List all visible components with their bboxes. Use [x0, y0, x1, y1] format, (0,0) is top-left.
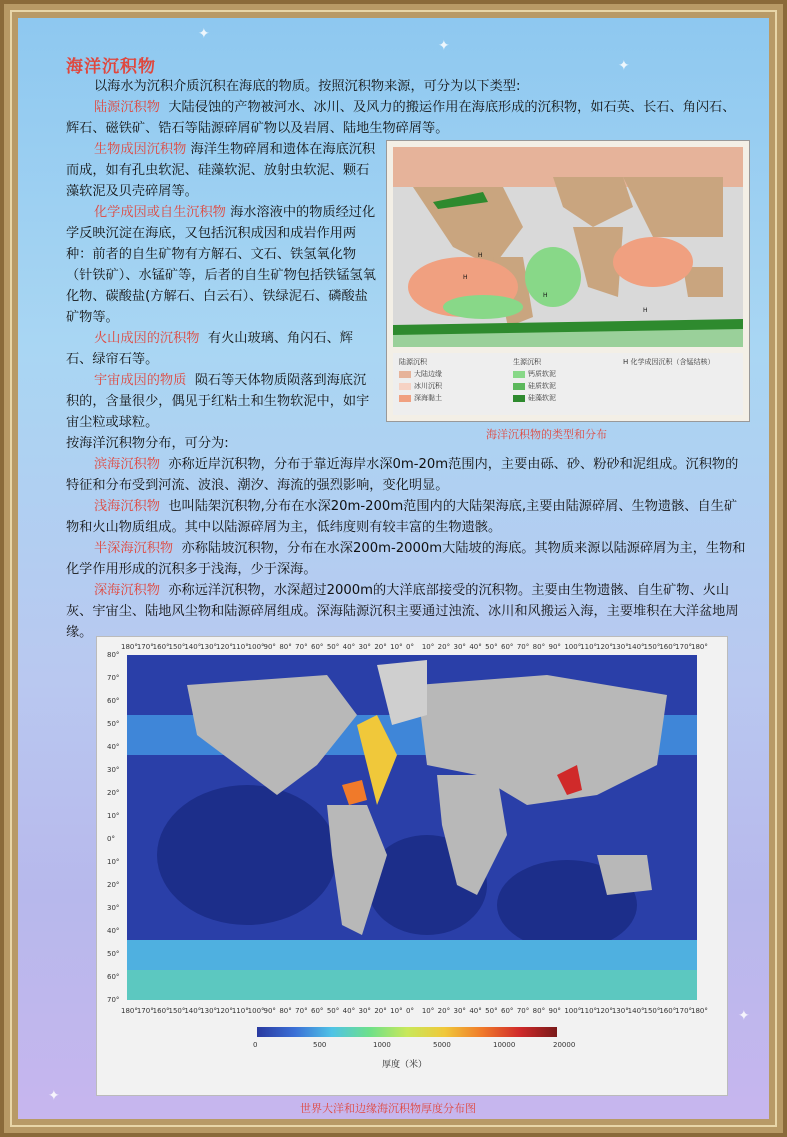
longitude-tick: 30° [358, 1007, 371, 1015]
longitude-tick: 110° [580, 643, 598, 651]
longitude-tick: 20° [437, 643, 451, 651]
longitude-tick: 170° [675, 643, 693, 651]
source-type-name: 宇宙成因的物质 [94, 373, 187, 388]
svg-text:H: H [478, 252, 483, 259]
dist-type-littoral [66, 454, 748, 496]
latitude-tick: 70° [107, 996, 120, 1004]
intro-paragraph [66, 76, 746, 97]
scale-tick: 1000 [373, 1041, 391, 1049]
longitude-tick: 10° [390, 1007, 403, 1015]
latitude-tick: 60° [107, 697, 120, 705]
source-type-name: 火山成因的沉积物 [94, 331, 200, 346]
legend-header: 陆源沉积 [399, 358, 427, 366]
longitude-tick: 120° [216, 643, 233, 651]
longitude-tick: 110° [231, 643, 249, 651]
longitude-tick: 70° [516, 1007, 530, 1015]
source-type-text: 大陆侵蚀的产物被河水、冰川、及风力的搬运作用在海底形成的沉积物，如石英、长石、角闪石、辉石、磁铁矿、锆石等陆源碎屑矿物以及岩屑、陆地生物碎屑等。 [66, 100, 736, 136]
longitude-tick: 140° [184, 1007, 202, 1015]
legend-item: 深海黏土 [399, 393, 442, 403]
longitude-tick: 130° [200, 1007, 218, 1015]
scale-tick: 0 [253, 1041, 258, 1049]
scale-tick: 20000 [553, 1041, 576, 1049]
poster-background [18, 18, 769, 1119]
longitude-tick: 0° [406, 643, 414, 651]
sparkle-icon: ✦ [198, 26, 210, 42]
sediment-map-legend [393, 353, 743, 415]
longitude-tick: 180° [691, 643, 708, 651]
source-type-name: 化学成因或自生沉积物 [94, 205, 226, 220]
longitude-tick: 100° [247, 643, 265, 651]
longitude-tick: 40° [342, 643, 356, 651]
legend-item: 硅质软泥 [513, 381, 556, 391]
legend-item: 冰川沉积 [399, 381, 442, 391]
scale-tick: 10000 [493, 1041, 516, 1049]
source-type-cosmic [66, 370, 376, 433]
longitude-tick: 30° [358, 643, 371, 651]
thickness-color-scale [257, 1027, 557, 1037]
source-type-terrigenous [66, 97, 748, 139]
longitude-tick: 20° [437, 1007, 451, 1015]
longitude-tick: 80° [279, 1007, 292, 1015]
longitude-tick: 40° [342, 1007, 356, 1015]
longitude-tick: 160° [152, 643, 170, 651]
source-type-chemical [66, 202, 376, 328]
longitude-tick: 90° [263, 1007, 276, 1015]
thickness-map-image [127, 655, 697, 1000]
scale-tick: 5000 [433, 1041, 451, 1049]
longitude-tick: 10° [390, 643, 403, 651]
latitude-tick: 10° [107, 858, 120, 866]
legend-item: 钙质软泥 [513, 369, 556, 379]
longitude-tick: 170° [675, 1007, 693, 1015]
longitude-tick: 70° [295, 643, 308, 651]
longitude-tick: 150° [643, 643, 661, 651]
longitude-tick: 60° [311, 643, 324, 651]
source-type-text: 海水溶液中的物质经过化学反映沉淀在海底，又包括沉积成因和成岩作用两种：前者的自生矿物有方解石、文石、铁氢氧化物（针铁矿）、水锰矿等，后者的自生矿物包括铁锰氢氧化物、碳酸盐(方解石、白云石）、铁绿泥石、磷酸盐矿物等。 [66, 205, 376, 325]
longitude-tick: 180° [121, 1007, 138, 1015]
longitude-tick: 20° [374, 1007, 387, 1015]
svg-text:H: H [463, 274, 468, 281]
source-type-text: 海洋生物碎屑和遗体在海底沉积而成，如有孔虫软泥、硅藻软泥、放射虫软泥、颗石藻软泥及贝壳碎屑等。 [66, 142, 376, 199]
longitude-tick: 40° [469, 643, 482, 651]
longitude-tick: 150° [168, 643, 186, 651]
longitude-tick: 50° [485, 643, 498, 651]
latitude-tick: 60° [107, 973, 120, 981]
longitude-tick: 80° [532, 1007, 546, 1015]
sediment-map-image [393, 147, 743, 347]
longitude-tick: 170° [136, 643, 154, 651]
svg-text:H: H [543, 292, 548, 299]
source-type-name: 生物成因沉积物 [94, 142, 187, 157]
source-type-biogenic [66, 139, 376, 202]
longitude-tick: 180° [121, 643, 138, 651]
dist-type-text: 亦称近岸沉积物，分布于靠近海岸水深0m-20m范围内，主要由砾、砂、粉砂和泥组成。沉积物的特征和分布受到河流、波浪、潮汐、海流的强烈影响，变化明显。 [66, 457, 739, 493]
latitude-tick: 20° [107, 789, 120, 797]
longitude-tick: 130° [611, 1007, 629, 1015]
dist-type-text: 亦称远洋沉积物，水深超过2000m的大洋底部接受的沉积物。主要由生物遗骸、自生矿物、火山灰、宇宙尘、陆地风尘物和陆源碎屑组成。深海陆源沉积主要通过浊流、冰川和风搬运入海，主要堆积在大洋盆地周缘。 [66, 583, 739, 640]
latitude-tick: 30° [107, 766, 120, 774]
longitude-tick: 150° [168, 1007, 186, 1015]
longitude-tick: 80° [532, 643, 546, 651]
longitude-tick: 50° [485, 1007, 498, 1015]
latitude-tick: 10° [107, 812, 120, 820]
longitude-tick: 140° [627, 643, 645, 651]
latitude-tick: 50° [107, 720, 120, 728]
latitude-tick: 20° [107, 881, 120, 889]
legend-header: H 化学成因沉积（含锰结核） [623, 358, 715, 366]
longitude-tick: 60° [311, 1007, 324, 1015]
dist-type-neritic [66, 496, 748, 538]
longitude-tick: 170° [136, 1007, 154, 1015]
dist-type-name: 浅海沉积物 [94, 499, 160, 514]
intro-text: 以海水为沉积介质沉积在海底的物质。按照沉积物来源，可分为以下类型: [94, 79, 521, 94]
legend-header: 生源沉积 [513, 358, 541, 366]
longitude-tick: 140° [184, 643, 202, 651]
legend-item: 大陆边缘 [399, 369, 442, 379]
longitude-tick: 60° [501, 1007, 514, 1015]
dist-type-text: 也叫陆架沉积物,分布在水深20m-200m范围内的大陆架海底,主要由陆源碎屑、生物遗骸、自生矿物和火山物质组成。其中以陆源碎屑为主，低纬度则有较丰富的生物遗骸。 [66, 499, 738, 535]
latitude-tick: 80° [107, 651, 120, 659]
longitude-tick: 160° [659, 643, 677, 651]
sediment-type-map [386, 140, 750, 422]
longitude-tick: 130° [200, 643, 218, 651]
longitude-tick: 30° [453, 1007, 466, 1015]
longitude-tick: 120° [596, 643, 613, 651]
thickness-map-caption: 世界大洋和边缘海沉积物厚度分布图 [300, 1102, 476, 1115]
longitude-tick: 100° [564, 643, 582, 651]
sediment-thickness-map [96, 636, 728, 1096]
longitude-tick: 150° [643, 1007, 661, 1015]
distribution-intro: 按海洋沉积物分布，可分为: [66, 436, 229, 451]
longitude-tick: 30° [453, 643, 466, 651]
svg-text:H: H [643, 307, 648, 314]
longitude-tick: 110° [231, 1007, 249, 1015]
sparkle-icon: ✦ [738, 1008, 750, 1024]
longitude-tick: 120° [216, 1007, 233, 1015]
longitude-tick: 120° [596, 1007, 613, 1015]
dist-type-name: 半深海沉积物 [94, 541, 174, 556]
longitude-tick: 60° [501, 643, 514, 651]
longitude-tick: 140° [627, 1007, 645, 1015]
dist-type-abyssal [66, 580, 748, 643]
longitude-tick: 80° [279, 643, 292, 651]
longitude-tick: 180° [691, 1007, 708, 1015]
latitude-tick: 40° [107, 927, 120, 935]
dist-type-name: 滨海沉积物 [94, 457, 160, 472]
scale-tick: 500 [313, 1041, 327, 1049]
longitude-tick: 70° [516, 643, 530, 651]
latitude-tick: 40° [107, 743, 120, 751]
longitude-tick: 130° [611, 643, 629, 651]
longitude-tick: 50° [326, 1007, 340, 1015]
sparkle-icon: ✦ [618, 58, 630, 74]
source-type-text: 陨石等天体物质陨落到海底沉积的，含量很少，偶见于红粘土和生物软泥中，如宇宙尘粒或球粒。 [66, 373, 370, 430]
dist-type-text: 亦称陆坡沉积物，分布在水深200m-2000m大陆坡的海底。其物质来源以陆源碎屑为主，生物和化学作用形成的沉积多于浅海，少于深海。 [66, 541, 746, 577]
longitude-tick: 70° [295, 1007, 308, 1015]
longitude-tick: 0° [406, 1007, 414, 1015]
longitude-tick: 90° [548, 1007, 561, 1015]
sparkle-icon: ✦ [438, 38, 450, 54]
source-type-volcanic [66, 328, 376, 370]
source-type-name: 陆源沉积物 [94, 100, 160, 115]
longitude-tick: 160° [659, 1007, 677, 1015]
longitude-tick: 160° [152, 1007, 170, 1015]
longitude-tick: 100° [247, 1007, 265, 1015]
longitude-tick: 20° [374, 643, 387, 651]
dist-type-bathyal [66, 538, 748, 580]
sparkle-icon: ✦ [48, 1088, 60, 1104]
longitude-tick: 90° [263, 643, 276, 651]
latitude-tick: 30° [107, 904, 120, 912]
longitude-tick: 40° [469, 1007, 482, 1015]
longitude-tick: 10° [421, 1007, 435, 1015]
latitude-tick: 70° [107, 674, 120, 682]
longitude-tick: 50° [326, 643, 340, 651]
longitude-tick: 100° [564, 1007, 582, 1015]
longitude-tick: 110° [580, 1007, 598, 1015]
dist-type-name: 深海沉积物 [94, 583, 160, 598]
longitude-tick: 90° [548, 643, 561, 651]
source-type-text: 有火山玻璃、角闪石、辉石、绿帘石等。 [66, 331, 353, 367]
scale-title: 厚度（米） [382, 1060, 428, 1070]
latitude-tick: 0° [107, 835, 115, 843]
sediment-map-caption: 海洋沉积物的类型和分布 [486, 428, 607, 441]
page-title: 海洋沉积物 [66, 57, 156, 77]
latitude-tick: 50° [107, 950, 120, 958]
legend-item: 硅藻软泥 [513, 393, 556, 403]
longitude-tick: 10° [421, 643, 435, 651]
